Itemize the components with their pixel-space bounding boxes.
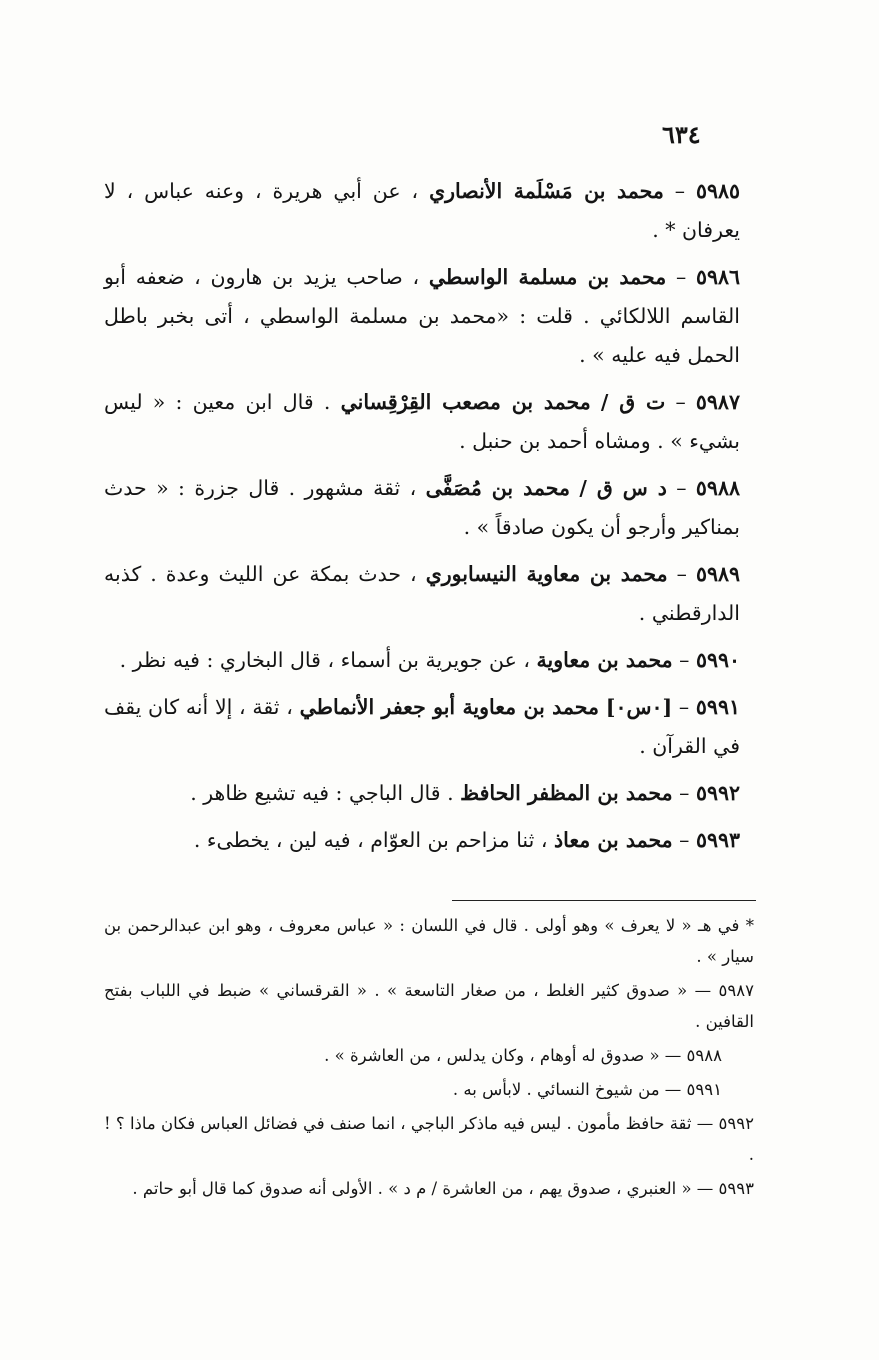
- entry-name: محمد بن المظفر الحافظ: [460, 781, 673, 805]
- entry-name: محمد بن معاذ: [554, 828, 673, 852]
- entry-number: ٥٩٨٨: [695, 476, 740, 500]
- entry-text: ، عن أبي هريرة ، وعنه عباس ، لا يعرفان * .: [104, 179, 740, 242]
- entry-code: ت ق /: [600, 390, 666, 414]
- entry-name: محمد بن معاوية: [536, 648, 673, 672]
- entry-number: ٥٩٨٦: [695, 265, 740, 289]
- entry-number: ٥٩٨٩: [695, 562, 740, 586]
- entry-5990: ٥٩٩٠ – محمد بن معاوية ، عن جويرية بن أسماء ، قال البخاري : فيه نظر .: [119, 648, 740, 672]
- entry-text: ، ثقة ، إلا أنه كان يقف في القرآن .: [104, 695, 740, 758]
- entry-code: [٠س٠]: [605, 695, 673, 719]
- entry-5992: ٥٩٩٢ – محمد بن المظفر الحافظ . قال الباجي : فيه تشيع ظاهر .: [190, 781, 740, 805]
- footnotes: [104, 910, 754, 1207]
- entry-name: محمد بن مَسْلَمة الأنصاري: [429, 179, 664, 203]
- entry-text: . قال الباجي : فيه تشيع ظاهر .: [190, 781, 454, 805]
- entry-5986: ٥٩٨٦ – محمد بن مسلمة الواسطي ، صاحب يزيد بن هارون ، ضعفه أبو القاسم اللالكائي . قلت : «محمد بن مسلمة الواسطي ، أتى بخبر باطل الحمل فيه عليه » .: [104, 265, 740, 367]
- entry-5993: ٥٩٩٣ – محمد بن معاذ ، ثنا مزاحم بن العوّام ، فيه لين ، يخطىء .: [193, 828, 740, 852]
- entry-number: ٥٩٩٠: [695, 648, 740, 672]
- footnote: ٥٩٨٨ — « صدوق له أوهام ، وكان يدلس ، من العاشرة » .: [324, 1046, 722, 1065]
- entry-name: محمد بن مصعب القِرْقِساني: [340, 390, 591, 414]
- entry-name: محمد بن مسلمة الواسطي: [428, 265, 667, 289]
- entry-name: محمد بن معاوية أبو جعفر الأنماطي: [299, 695, 599, 719]
- entry-5987: ٥٩٨٧ – ت ق / محمد بن مصعب القِرْقِساني . قال ابن معين : « ليس بشيء » . ومشاه أحمد بن حنبل .: [104, 390, 740, 453]
- footnote: ٥٩٩٢ — ثقة حافظ مأمون . ليس فيه ماذكر الباجي ، انما صنف في فضائل العباس فكان ماذا ؟ ! .: [104, 1114, 754, 1164]
- footnote: ٥٩٨٧ — « صدوق كثير الغلط ، من صغار التاسعة » . « القرقساني » ضبط في اللباب بفتح القافين .: [104, 981, 754, 1031]
- entry-text: ، حدث بمكة عن الليث وعدة . كذبه الدارقطني .: [104, 562, 740, 625]
- footnote: * في هـ « لا يعرف » وهو أولى . قال في اللسان : « عباس معروف ، وهو ابن عبدالرحمن بن سيار » .: [104, 916, 754, 966]
- entry-5985: ٥٩٨٥ – محمد بن مَسْلَمة الأنصاري ، عن أبي هريرة ، وعنه عباس ، لا يعرفان * .: [104, 179, 740, 242]
- footnote: ٥٩٩١ — من شيوخ النسائي . لابأس به .: [452, 1080, 722, 1099]
- entry-5989: ٥٩٨٩ – محمد بن معاوية النيسابوري ، حدث بمكة عن الليث وعدة . كذبه الدارقطني .: [104, 562, 740, 625]
- footnote: ٥٩٩٣ — « العنبري ، صدوق يهم ، من العاشرة / م د » . الأولى أنه صدوق كما قال أبو حاتم .: [132, 1179, 754, 1198]
- entry-number: ٥٩٩٣: [695, 828, 740, 852]
- entry-number: ٥٩٨٧: [695, 390, 740, 414]
- entry-name: محمد بن معاوية النيسابوري: [425, 562, 668, 586]
- entry-code: د س ق /: [579, 476, 667, 500]
- main-text: [104, 172, 740, 868]
- entry-number: ٥٩٩١: [695, 695, 740, 719]
- entry-name: محمد بن مُصَفَّى: [425, 476, 570, 500]
- footnote-divider: [452, 900, 756, 901]
- entry-text: ، عن جويرية بن أسماء ، قال البخاري : فيه نظر .: [119, 648, 530, 672]
- entry-text: . قال ابن معين : « ليس بشيء » . ومشاه أحمد بن حنبل .: [104, 390, 740, 453]
- entry-number: ٥٩٨٥: [695, 179, 740, 203]
- entry-5988: ٥٩٨٨ – د س ق / محمد بن مُصَفَّى ، ثقة مشهور . قال جزرة : « حدث بمناكير وأرجو أن يكون صادقاً » .: [104, 476, 740, 539]
- entry-number: ٥٩٩٢: [695, 781, 740, 805]
- page-number: ٦٣٤: [662, 120, 701, 149]
- entry-text: ، ثنا مزاحم بن العوّام ، فيه لين ، يخطىء .: [193, 828, 548, 852]
- entry-text: ، ثقة مشهور . قال جزرة : « حدث بمناكير وأرجو أن يكون صادقاً » .: [104, 476, 740, 539]
- entry-5991: ٥٩٩١ – [٠س٠] محمد بن معاوية أبو جعفر الأنماطي ، ثقة ، إلا أنه كان يقف في القرآن .: [104, 695, 740, 758]
- entry-text: ، صاحب يزيد بن هارون ، ضعفه أبو القاسم اللالكائي . قلت : «محمد بن مسلمة الواسطي ، أتى بخبر باطل الحمل فيه عليه » .: [104, 265, 740, 367]
